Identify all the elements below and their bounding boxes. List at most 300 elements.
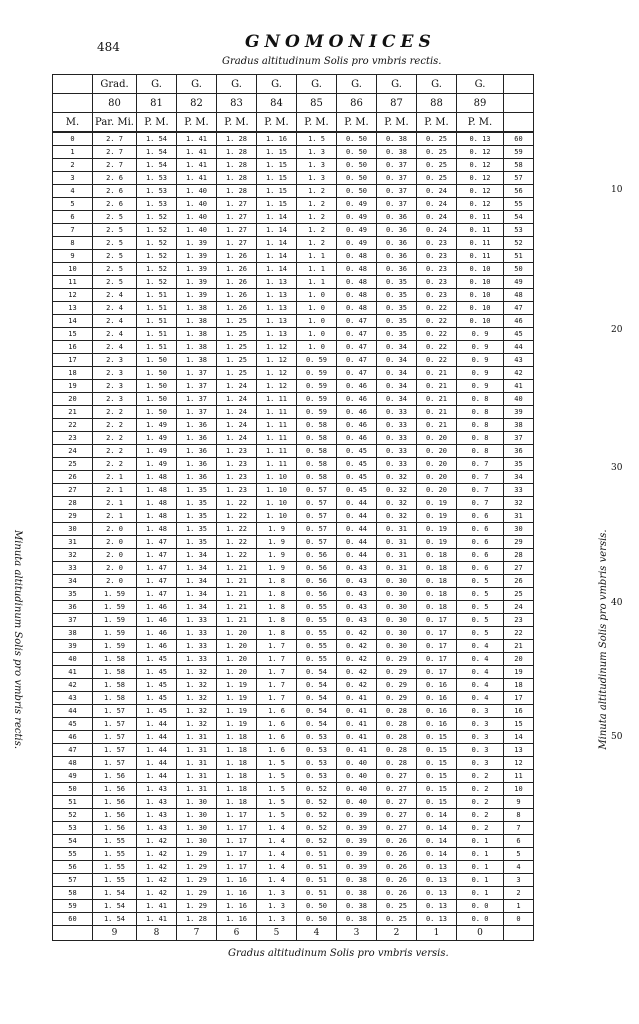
complement-minute-cell: 22 — [504, 627, 534, 640]
value-cell: 0. 47 — [337, 354, 377, 367]
minute-cell: 30 — [53, 523, 93, 536]
complement-minute-cell: 31 — [504, 510, 534, 523]
value-cell: 0. 24 — [417, 198, 457, 211]
footer-degree: 0 — [457, 926, 504, 941]
value-cell: 1. 42 — [137, 874, 177, 887]
minute-cell: 5 — [53, 198, 93, 211]
complement-minute-cell: 16 — [504, 705, 534, 718]
table-row — [53, 224, 534, 237]
value-cell: 0. 19 — [417, 497, 457, 510]
complement-minute-cell: 23 — [504, 614, 534, 627]
value-cell: 0. 54 — [297, 679, 337, 692]
value-cell: 1. 16 — [217, 913, 257, 926]
complement-minute-cell: 34 — [504, 471, 534, 484]
value-cell: 2. 0 — [93, 536, 137, 549]
value-cell: 1. 11 — [257, 445, 297, 458]
complement-minute-cell: 20 — [504, 653, 534, 666]
minute-cell: 28 — [53, 497, 93, 510]
value-cell: 1. 22 — [217, 549, 257, 562]
minute-cell: 0 — [53, 132, 93, 146]
value-cell: 1. 17 — [217, 861, 257, 874]
table-row — [53, 510, 534, 523]
value-cell: 1. 56 — [93, 783, 137, 796]
value-cell: 0. 54 — [297, 705, 337, 718]
value-cell: 0. 47 — [337, 328, 377, 341]
value-cell: 1. 52 — [137, 250, 177, 263]
value-cell: 0. 43 — [337, 575, 377, 588]
value-cell: 0. 33 — [377, 432, 417, 445]
value-cell: 1. 1 — [297, 250, 337, 263]
value-cell: 0. 31 — [377, 536, 417, 549]
value-cell: 1. 52 — [137, 224, 177, 237]
value-cell: 0. 44 — [337, 549, 377, 562]
value-cell: 0. 34 — [377, 341, 417, 354]
table-row — [53, 692, 534, 705]
complement-minute-cell: 24 — [504, 601, 534, 614]
value-cell: 0. 46 — [337, 419, 377, 432]
value-cell: 0. 39 — [337, 848, 377, 861]
value-cell: 1. 30 — [177, 809, 217, 822]
col-head-unit: P. M. — [217, 113, 257, 133]
value-cell: 0. 47 — [337, 341, 377, 354]
value-cell: 1. 37 — [177, 367, 217, 380]
table-row — [53, 328, 534, 341]
complement-minute-cell: 44 — [504, 341, 534, 354]
table-row — [53, 861, 534, 874]
value-cell: 0. 15 — [417, 796, 457, 809]
value-cell: 2. 7 — [93, 132, 137, 146]
minute-cell: 37 — [53, 614, 93, 627]
value-cell: 0. 27 — [377, 822, 417, 835]
value-cell: 1. 9 — [257, 562, 297, 575]
complement-minute-cell: 40 — [504, 393, 534, 406]
value-cell: 0. 53 — [297, 744, 337, 757]
value-cell: 0. 37 — [377, 198, 417, 211]
complement-minute-cell: 18 — [504, 679, 534, 692]
value-cell: 1. 59 — [93, 601, 137, 614]
value-cell: 1. 35 — [177, 523, 217, 536]
value-cell: 0. 18 — [417, 575, 457, 588]
table-row — [53, 679, 534, 692]
value-cell: 1. 19 — [217, 718, 257, 731]
value-cell: 1. 1 — [297, 263, 337, 276]
minute-cell: 14 — [53, 315, 93, 328]
value-cell: 0. 12 — [457, 159, 504, 172]
value-cell: 0. 28 — [377, 744, 417, 757]
value-cell: 0. 30 — [377, 601, 417, 614]
value-cell: 0. 9 — [457, 380, 504, 393]
value-cell: 0. 34 — [377, 367, 417, 380]
col-head-degree: 81 — [137, 94, 177, 113]
value-cell: 0. 22 — [417, 354, 457, 367]
value-cell: 0. 14 — [417, 835, 457, 848]
value-cell: 1. 56 — [93, 796, 137, 809]
value-cell: 0. 5 — [457, 575, 504, 588]
header-row-grad — [53, 75, 534, 94]
value-cell: 1. 51 — [137, 328, 177, 341]
table-row — [53, 627, 534, 640]
value-cell: 0. 44 — [337, 497, 377, 510]
value-cell: 0. 9 — [457, 328, 504, 341]
value-cell: 1. 25 — [217, 328, 257, 341]
value-cell: 1. 32 — [177, 705, 217, 718]
table-row — [53, 588, 534, 601]
value-cell: 0. 13 — [417, 913, 457, 926]
value-cell: 0. 49 — [337, 198, 377, 211]
value-cell: 0. 45 — [337, 445, 377, 458]
value-cell: 2. 2 — [93, 419, 137, 432]
minute-cell: 35 — [53, 588, 93, 601]
value-cell: 0. 33 — [377, 406, 417, 419]
value-cell: 1. 57 — [93, 718, 137, 731]
value-cell: 1. 44 — [137, 718, 177, 731]
value-cell: 0. 5 — [457, 601, 504, 614]
right-side-caption: Minuta altitudinum Solis pro vmbris versis. — [598, 529, 609, 750]
value-cell: 0. 50 — [337, 132, 377, 146]
value-cell: 0. 39 — [337, 809, 377, 822]
value-cell: 1. 40 — [177, 185, 217, 198]
value-cell: 1. 45 — [137, 666, 177, 679]
col-head-unit: P. M. — [137, 113, 177, 133]
minute-cell: 27 — [53, 484, 93, 497]
minute-cell: 47 — [53, 744, 93, 757]
complement-minute-cell: 59 — [504, 146, 534, 159]
table-row — [53, 575, 534, 588]
minute-cell: 41 — [53, 666, 93, 679]
value-cell: 0. 30 — [377, 575, 417, 588]
value-cell: 1. 37 — [177, 393, 217, 406]
table-row — [53, 289, 534, 302]
value-cell: 0. 39 — [337, 822, 377, 835]
value-cell: 0. 25 — [417, 172, 457, 185]
value-cell: 0. 8 — [457, 432, 504, 445]
value-cell: 1. 30 — [177, 835, 217, 848]
value-cell: 1. 57 — [93, 731, 137, 744]
value-cell: 1. 5 — [257, 757, 297, 770]
left-side-caption: Minuta altitudinum Solis pro vmbris rectis. — [12, 529, 23, 750]
table-row — [53, 666, 534, 679]
complement-minute-cell: 19 — [504, 666, 534, 679]
table-row — [53, 536, 534, 549]
value-cell: 0. 34 — [377, 380, 417, 393]
value-cell: 1. 36 — [177, 458, 217, 471]
value-cell: 0. 9 — [457, 367, 504, 380]
header-corner — [53, 94, 93, 113]
complement-minute-cell: 37 — [504, 432, 534, 445]
value-cell: 1. 42 — [137, 887, 177, 900]
value-cell: 1. 21 — [217, 614, 257, 627]
col-head-grad: G. — [337, 75, 377, 94]
value-cell: 0. 11 — [457, 250, 504, 263]
value-cell: 1. 39 — [177, 237, 217, 250]
value-cell: 0. 37 — [377, 185, 417, 198]
table-row — [53, 198, 534, 211]
value-cell: 1. 0 — [297, 289, 337, 302]
value-cell: 1. 34 — [177, 549, 217, 562]
value-cell: 1. 27 — [217, 198, 257, 211]
value-cell: 0. 46 — [337, 380, 377, 393]
value-cell: 0. 17 — [417, 640, 457, 653]
complement-minute-cell: 28 — [504, 549, 534, 562]
value-cell: 0. 8 — [457, 393, 504, 406]
value-cell: 1. 16 — [217, 900, 257, 913]
table-row — [53, 822, 534, 835]
value-cell: 2. 2 — [93, 445, 137, 458]
value-cell: 1. 23 — [217, 471, 257, 484]
value-cell: 1. 25 — [217, 315, 257, 328]
running-title: GNOMONICES — [245, 32, 436, 52]
complement-minute-cell: 9 — [504, 796, 534, 809]
value-cell: 1. 40 — [177, 198, 217, 211]
complement-minute-cell: 17 — [504, 692, 534, 705]
value-cell: 1. 32 — [177, 692, 217, 705]
value-cell: 0. 49 — [337, 211, 377, 224]
value-cell: 0. 28 — [377, 705, 417, 718]
value-cell: 0. 10 — [457, 315, 504, 328]
value-cell: 0. 29 — [377, 692, 417, 705]
value-cell: 0. 50 — [337, 159, 377, 172]
value-cell: 2. 0 — [93, 549, 137, 562]
value-cell: 0. 48 — [337, 289, 377, 302]
value-cell: 0. 38 — [337, 887, 377, 900]
value-cell: 0. 15 — [417, 731, 457, 744]
value-cell: 0. 56 — [297, 562, 337, 575]
table-row — [53, 549, 534, 562]
value-cell: 0. 45 — [337, 471, 377, 484]
value-cell: 0. 34 — [377, 393, 417, 406]
value-cell: 0. 18 — [417, 601, 457, 614]
value-cell: 1. 18 — [217, 783, 257, 796]
minute-cell: 13 — [53, 302, 93, 315]
value-cell: 2. 5 — [93, 211, 137, 224]
complement-minute-cell: 33 — [504, 484, 534, 497]
value-cell: 0. 59 — [297, 367, 337, 380]
value-cell: 1. 13 — [257, 315, 297, 328]
complement-minute-cell: 14 — [504, 731, 534, 744]
complement-minute-cell: 11 — [504, 770, 534, 783]
minute-cell: 36 — [53, 601, 93, 614]
value-cell: 1. 54 — [93, 913, 137, 926]
value-cell: 1. 8 — [257, 575, 297, 588]
value-cell: 1. 14 — [257, 263, 297, 276]
margin-number: 40 — [611, 598, 623, 608]
value-cell: 0. 51 — [297, 861, 337, 874]
table-row — [53, 731, 534, 744]
value-cell: 1. 56 — [93, 809, 137, 822]
value-cell: 0. 19 — [417, 536, 457, 549]
complement-minute-cell: 56 — [504, 185, 534, 198]
value-cell: 1. 49 — [137, 458, 177, 471]
value-cell: 1. 14 — [257, 250, 297, 263]
footer-degree: 8 — [137, 926, 177, 941]
value-cell: 1. 37 — [177, 380, 217, 393]
value-cell: 0. 6 — [457, 536, 504, 549]
value-cell: 1. 25 — [217, 354, 257, 367]
value-cell: 0. 1 — [457, 874, 504, 887]
complement-minute-cell: 6 — [504, 835, 534, 848]
value-cell: 0. 16 — [417, 692, 457, 705]
value-cell: 1. 2 — [297, 237, 337, 250]
footer-corner — [53, 926, 93, 941]
value-cell: 0. 12 — [457, 198, 504, 211]
complement-minute-cell: 47 — [504, 302, 534, 315]
value-cell: 1. 21 — [217, 588, 257, 601]
value-cell: 0. 21 — [417, 406, 457, 419]
minute-cell: 20 — [53, 393, 93, 406]
value-cell: 1. 8 — [257, 614, 297, 627]
value-cell: 0. 17 — [417, 653, 457, 666]
value-cell: 1. 59 — [93, 627, 137, 640]
value-cell: 1. 7 — [257, 640, 297, 653]
minute-cell: 33 — [53, 562, 93, 575]
complement-minute-cell: 25 — [504, 588, 534, 601]
value-cell: 0. 10 — [457, 276, 504, 289]
value-cell: 0. 46 — [337, 393, 377, 406]
value-cell: 0. 41 — [337, 731, 377, 744]
value-cell: 0. 43 — [337, 614, 377, 627]
value-cell: 1. 51 — [137, 315, 177, 328]
col-head-unit: P. M. — [457, 113, 504, 133]
minute-cell: 23 — [53, 432, 93, 445]
value-cell: 1. 49 — [137, 445, 177, 458]
value-cell: 0. 5 — [457, 588, 504, 601]
value-cell: 0. 38 — [337, 900, 377, 913]
value-cell: 0. 30 — [377, 614, 417, 627]
minute-cell: 19 — [53, 380, 93, 393]
table-row — [53, 159, 534, 172]
minute-cell: 45 — [53, 718, 93, 731]
minute-cell: 59 — [53, 900, 93, 913]
value-cell: 1. 31 — [177, 770, 217, 783]
value-cell: 1. 19 — [217, 705, 257, 718]
value-cell: 0. 25 — [377, 913, 417, 926]
col-head-minutes: M. — [53, 113, 93, 133]
complement-minute-cell: 60 — [504, 132, 534, 146]
value-cell: 1. 41 — [137, 913, 177, 926]
minute-cell: 54 — [53, 835, 93, 848]
value-cell: 1. 11 — [257, 393, 297, 406]
value-cell: 0. 4 — [457, 692, 504, 705]
minute-cell: 4 — [53, 185, 93, 198]
value-cell: 1. 47 — [137, 536, 177, 549]
value-cell: 0. 50 — [337, 146, 377, 159]
table-row — [53, 900, 534, 913]
minute-cell: 21 — [53, 406, 93, 419]
value-cell: 0. 59 — [297, 380, 337, 393]
value-cell: 0. 47 — [337, 315, 377, 328]
minute-cell: 8 — [53, 237, 93, 250]
value-cell: 1. 22 — [217, 523, 257, 536]
value-cell: 1. 48 — [137, 497, 177, 510]
value-cell: 1. 10 — [257, 497, 297, 510]
complement-minute-cell: 53 — [504, 224, 534, 237]
value-cell: 1. 12 — [257, 354, 297, 367]
value-cell: 2. 5 — [93, 263, 137, 276]
value-cell: 1. 1 — [297, 276, 337, 289]
value-cell: 0. 41 — [337, 744, 377, 757]
value-cell: 1. 26 — [217, 289, 257, 302]
minute-cell: 15 — [53, 328, 93, 341]
value-cell: 1. 21 — [217, 562, 257, 575]
value-cell: 1. 27 — [217, 211, 257, 224]
table-row — [53, 367, 534, 380]
complement-minute-cell: 3 — [504, 874, 534, 887]
value-cell: 1. 48 — [137, 471, 177, 484]
value-cell: 0. 30 — [377, 640, 417, 653]
value-cell: 1. 35 — [177, 536, 217, 549]
table-row — [53, 653, 534, 666]
header-blank-right — [504, 75, 534, 94]
value-cell: 1. 25 — [217, 367, 257, 380]
value-cell: 0. 3 — [457, 731, 504, 744]
value-cell: 0. 14 — [417, 809, 457, 822]
value-cell: 0. 56 — [297, 549, 337, 562]
value-cell: 1. 28 — [217, 132, 257, 146]
value-cell: 0. 21 — [417, 393, 457, 406]
value-cell: 0. 23 — [417, 263, 457, 276]
col-head-unit: Par. Mi. — [93, 113, 137, 133]
table-row — [53, 848, 534, 861]
footer-row-degrees — [53, 926, 534, 941]
table-row — [53, 757, 534, 770]
value-cell: 1. 17 — [217, 822, 257, 835]
value-cell: 0. 30 — [377, 627, 417, 640]
value-cell: 2. 6 — [93, 198, 137, 211]
value-cell: 0. 8 — [457, 445, 504, 458]
col-head-grad: G. — [457, 75, 504, 94]
value-cell: 1. 3 — [257, 900, 297, 913]
value-cell: 0. 27 — [377, 809, 417, 822]
value-cell: 0. 32 — [377, 497, 417, 510]
value-cell: 0. 50 — [297, 900, 337, 913]
value-cell: 0. 19 — [417, 510, 457, 523]
value-cell: 0. 41 — [337, 705, 377, 718]
value-cell: 1. 16 — [217, 874, 257, 887]
value-cell: 2. 3 — [93, 354, 137, 367]
value-cell: 0. 55 — [297, 640, 337, 653]
value-cell: 1. 43 — [137, 809, 177, 822]
value-cell: 2. 5 — [93, 237, 137, 250]
complement-minute-cell: 35 — [504, 458, 534, 471]
value-cell: 0. 13 — [417, 900, 457, 913]
minute-cell: 10 — [53, 263, 93, 276]
value-cell: 1. 42 — [137, 861, 177, 874]
complement-minute-cell: 38 — [504, 419, 534, 432]
value-cell: 0. 20 — [417, 471, 457, 484]
value-cell: 1. 0 — [297, 315, 337, 328]
value-cell: 0. 57 — [297, 484, 337, 497]
value-cell: 0. 7 — [457, 497, 504, 510]
value-cell: 0. 55 — [297, 614, 337, 627]
value-cell: 0. 55 — [297, 601, 337, 614]
value-cell: 2. 0 — [93, 562, 137, 575]
value-cell: 1. 2 — [297, 198, 337, 211]
value-cell: 0. 28 — [377, 757, 417, 770]
value-cell: 1. 6 — [257, 718, 297, 731]
value-cell: 0. 36 — [377, 237, 417, 250]
complement-minute-cell: 48 — [504, 289, 534, 302]
value-cell: 1. 15 — [257, 146, 297, 159]
complement-minute-cell: 41 — [504, 380, 534, 393]
table-row — [53, 341, 534, 354]
value-cell: 0. 0 — [457, 913, 504, 926]
value-cell: 0. 26 — [377, 887, 417, 900]
value-cell: 0. 42 — [337, 679, 377, 692]
margin-number: 30 — [611, 463, 623, 473]
table-row — [53, 614, 534, 627]
table-row — [53, 172, 534, 185]
value-cell: 0. 31 — [377, 562, 417, 575]
